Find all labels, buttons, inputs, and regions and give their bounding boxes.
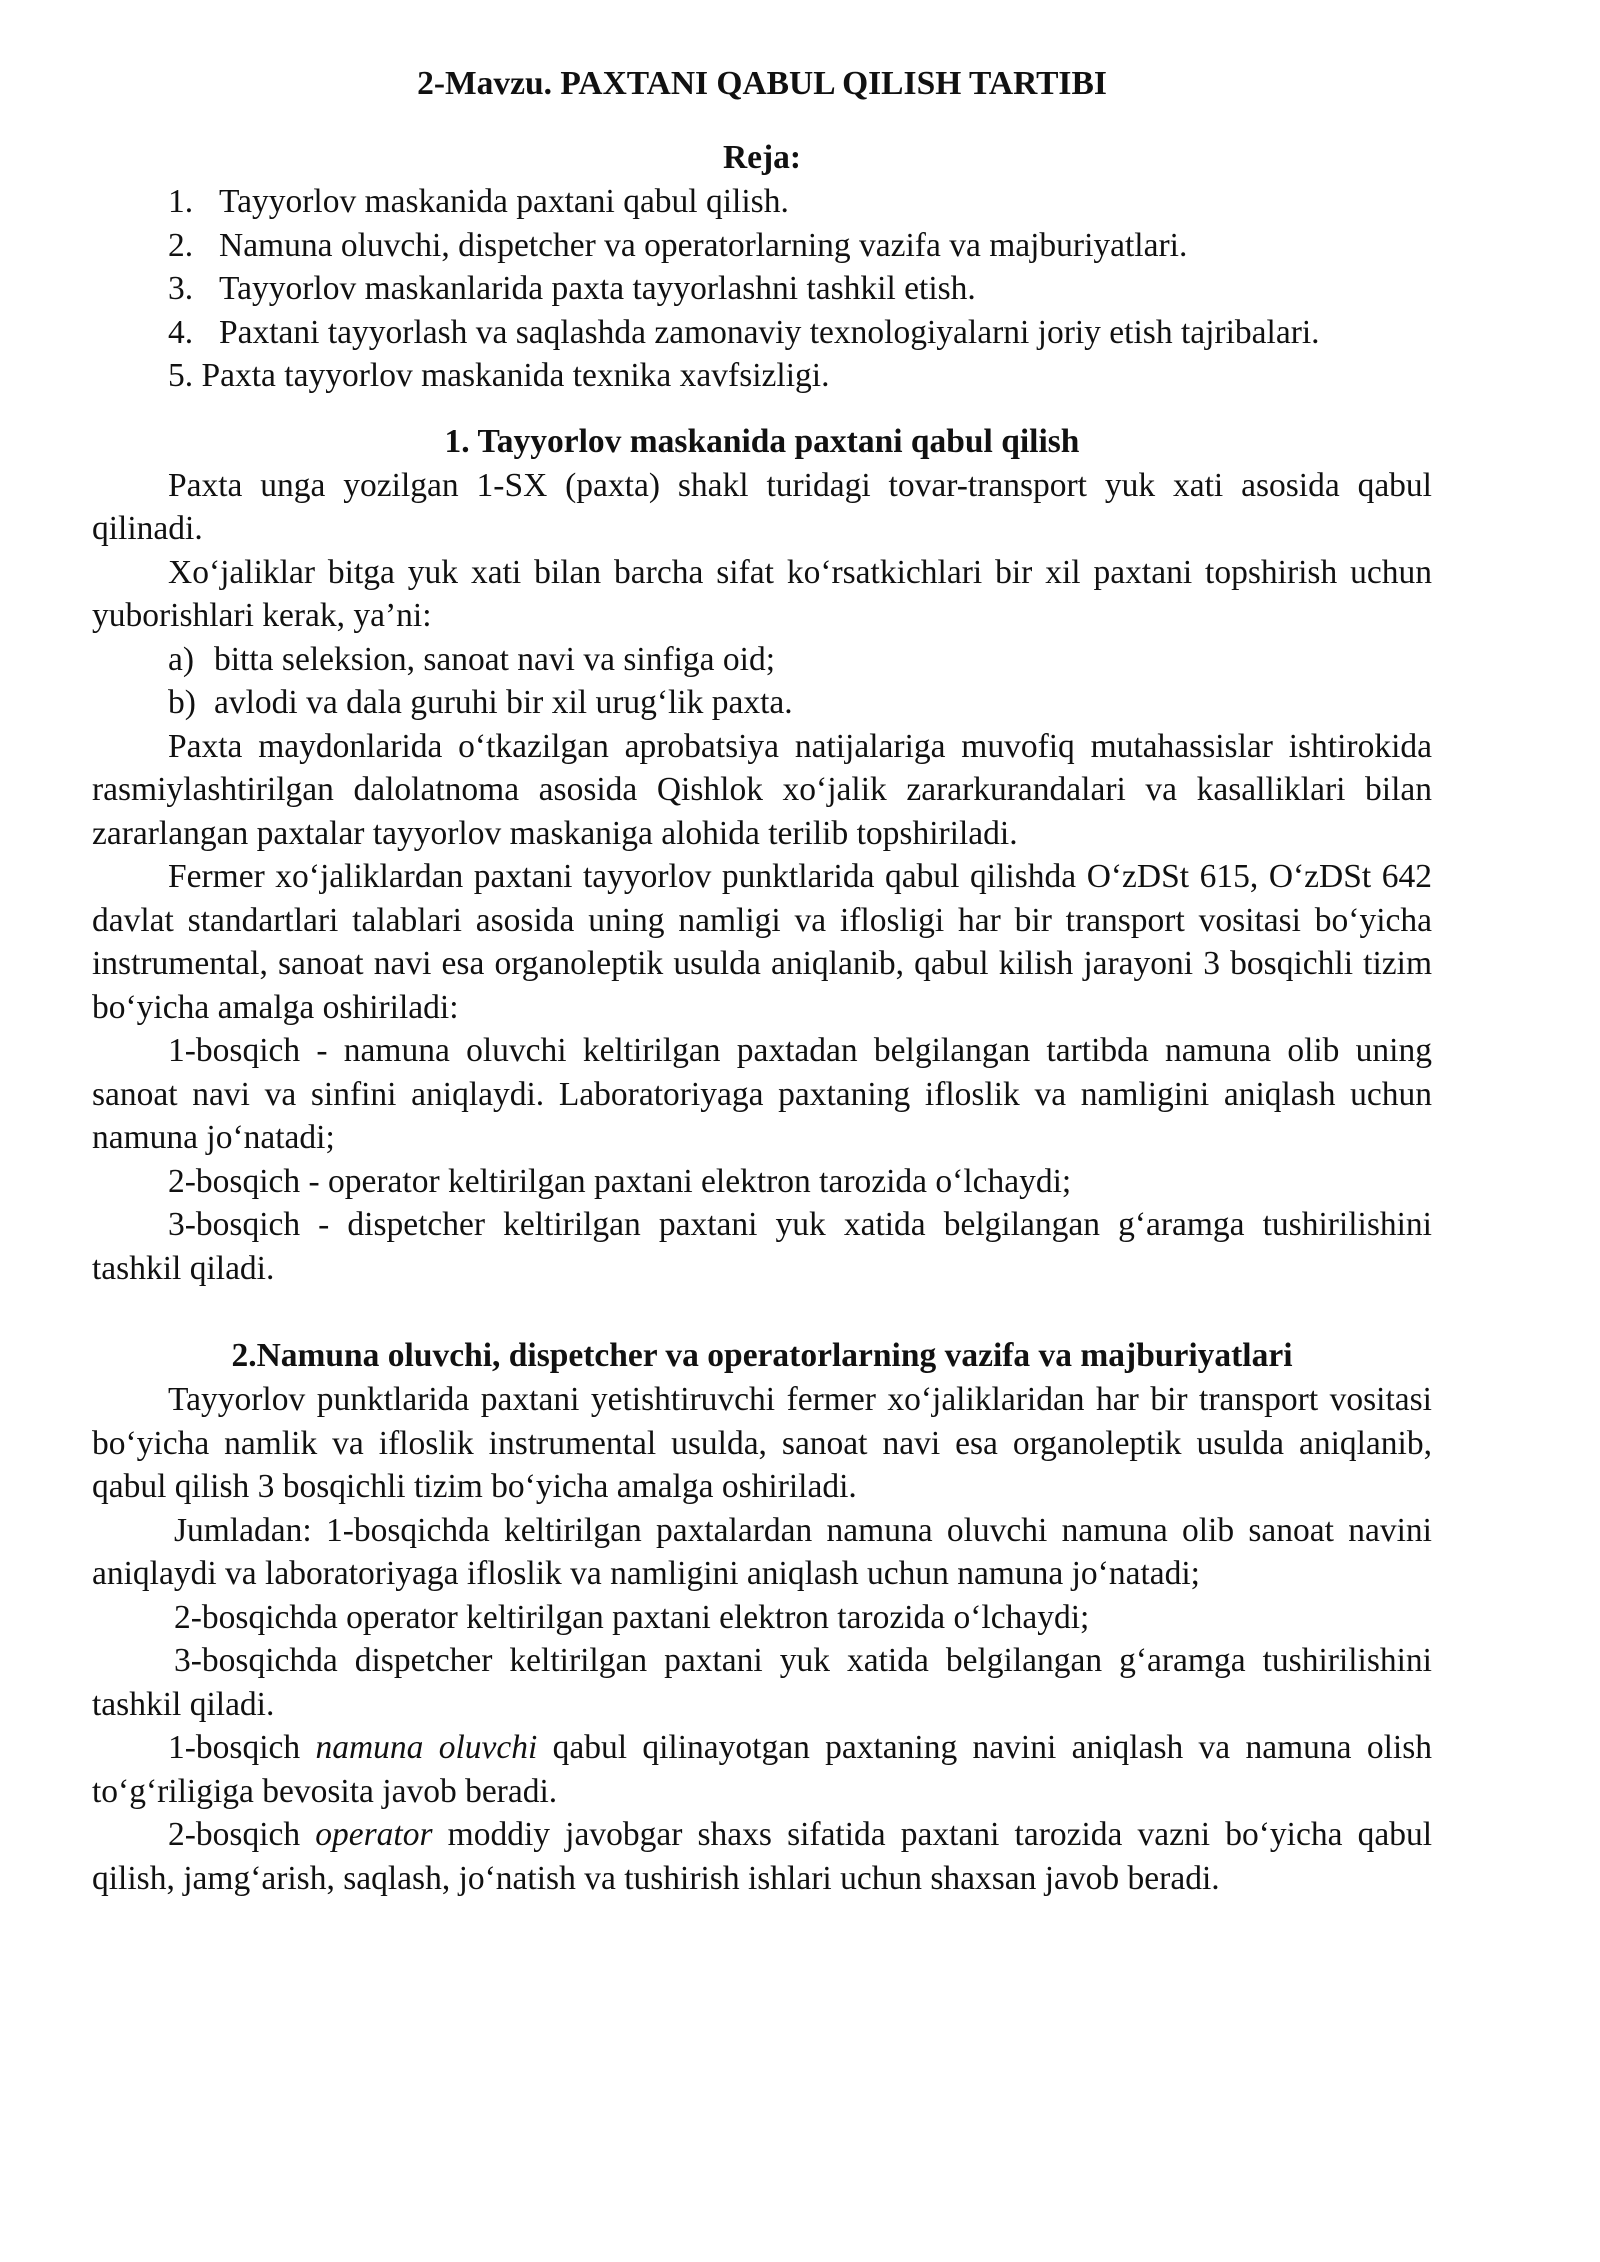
paragraph: 2-bosqichda operator keltirilgan paxtani elektron tarozida o‘lchaydi; bbox=[174, 1598, 1090, 1636]
list-item-marker: b) bbox=[168, 684, 196, 721]
plan-item-number: 4. bbox=[168, 313, 194, 351]
paragraph: 1-bosqich - namuna oluvchi keltirilgan paxtadan belgilangan tartibda namuna olib uning sanoat navi va sinfini aniqlaydi. Laboratoriyaga paxtaning ifloslik va namligini aniqlash uchun namuna jo‘natadi; bbox=[92, 1032, 1432, 1156]
plan-item-text: Namuna oluvchi, dispetcher va operatorlarning vazifa va majburiyatlari. bbox=[219, 226, 1188, 264]
paragraph bbox=[92, 1813, 1432, 1900]
list-item-text: avlodi va dala guruhi bir xil urug‘lik paxta. bbox=[214, 684, 793, 721]
paragraph: Paxta unga yozilgan 1-SX (paxta) shakl turidagi tovar-transport yuk xati asosida qabul qilinadi. bbox=[92, 466, 1432, 547]
paragraph bbox=[92, 1726, 1432, 1813]
list-item-marker: a) bbox=[168, 640, 195, 678]
plan-item-5 bbox=[92, 354, 1432, 398]
plan-list bbox=[92, 180, 1432, 398]
document-title: 2-Mavzu. PAXTANI QABUL QILISH TARTIBI bbox=[417, 65, 1107, 102]
document-page bbox=[92, 62, 1432, 1900]
plan-item-1 bbox=[92, 180, 1432, 224]
plan-item-number: 1. bbox=[168, 183, 194, 220]
paragraph: 3-bosqich - dispetcher keltirilgan paxtani yuk xatida belgilangan g‘aramga tushirilishini tashkil qiladi. bbox=[92, 1206, 1432, 1287]
emphasis-term: operator bbox=[315, 1816, 433, 1853]
paragraph-rest: qabul qilinayotgan paxtaning navini aniqlash va namuna olish to‘g‘riligiga bevosita javob beradi. bbox=[92, 1729, 1432, 1810]
plan-item-text: Paxta tayyorlov maskanida texnika xavfsizligi. bbox=[201, 357, 830, 394]
paragraph-rest: moddiy javobgar shaxs sifatida paxtani tarozida vazni bo‘yicha qabul qilish, jamg‘arish, saqlash, jo‘natish va tushirish ishlari uchun shaxsan javob beradi. bbox=[92, 1816, 1433, 1897]
paragraph: Fermer xo‘jaliklardan paxtani tayyorlov punktlarida qabul qilishda O‘zDSt 615, O‘zDSt 642 davlat standartlari talablari asosida uning namligi va iflosligi har bir transport vositasi bo‘yicha instrumental, sanoat navi esa organoleptik usulda aniqlanib, qabul kilish jarayoni 3 bosqichli tizim bo‘yicha amalga oshiriladi: bbox=[92, 858, 1432, 1026]
plan-item-text: Paxtani tayyorlash va saqlashda zamonaviy texnologiyalarni joriy etish tajribalari. bbox=[219, 313, 1320, 351]
plan-item-2 bbox=[92, 224, 1432, 268]
list-item bbox=[92, 681, 1432, 725]
list-item bbox=[92, 638, 1432, 682]
paragraph-lead: 1-bosqich bbox=[168, 1729, 316, 1766]
list-item-text: bitta seleksion, sanoat navi va sinfiga oid; bbox=[214, 640, 776, 678]
paragraph: Jumladan: 1-bosqichda keltirilgan paxtalardan namuna oluvchi namuna olib sanoat navini aniqlaydi va laboratoriyaga ifloslik va namligini aniqlash uchun namuna jo‘natadi; bbox=[92, 1511, 1432, 1592]
plan-item-number: 2. bbox=[168, 226, 194, 264]
plan-item-number: 3. bbox=[168, 270, 194, 307]
section2-heading: 2.Namuna oluvchi, dispetcher va operatorlarning vazifa va majburiyatlari bbox=[231, 1337, 1293, 1374]
paragraph-lead: 2-bosqich bbox=[168, 1816, 316, 1853]
plan-item-3 bbox=[92, 267, 1432, 311]
paragraph: Paxta maydonlarida o‘tkazilgan aprobatsiya natijalariga muvofiq mutahassislar ishtirokida rasmiylashtirilgan dalolatnoma asosida Qishlok xo‘jalik zararkurandalari va kasalliklari bilan zararlangan paxtalar tayyorlov maskaniga alohida terilib topshiriladi. bbox=[92, 727, 1432, 852]
plan-item-text: Tayyorlov maskanlarida paxta tayyorlashni tashkil etish. bbox=[219, 270, 976, 307]
emphasis-term: namuna oluvchi bbox=[315, 1729, 538, 1766]
paragraph: Xo‘jaliklar bitga yuk xati bilan barcha sifat ko‘rsatkichlari bir xil paxtani topshirish uchun yuborishlari kerak, ya’ni: bbox=[92, 553, 1432, 634]
paragraph: Tayyorlov punktlarida paxtani yetishtiruvchi fermer xo‘jaliklaridan har bir transport vositasi bo‘yicha namlik va ifloslik instrumental usulda, sanoat navi esa organoleptik usulda aniqlanib, qabul qilish 3 bosqichli tizim bo‘yicha amalga oshiriladi. bbox=[92, 1381, 1432, 1505]
paragraph: 3-bosqichda dispetcher keltirilgan paxtani yuk xatida belgilangan g‘aramga tushirilishini tashkil qiladi. bbox=[92, 1642, 1432, 1723]
plan-item-number: 5. bbox=[168, 357, 194, 394]
plan-item-text: Tayyorlov maskanida paxtani qabul qilish. bbox=[219, 183, 789, 220]
plan-heading: Reja: bbox=[722, 139, 802, 176]
plan-item-4 bbox=[92, 311, 1432, 355]
section1-heading: 1. Tayyorlov maskanida paxtani qabul qilish bbox=[444, 422, 1080, 460]
paragraph: 2-bosqich - operator keltirilgan paxtani elektron tarozida o‘lchaydi; bbox=[168, 1162, 1072, 1200]
